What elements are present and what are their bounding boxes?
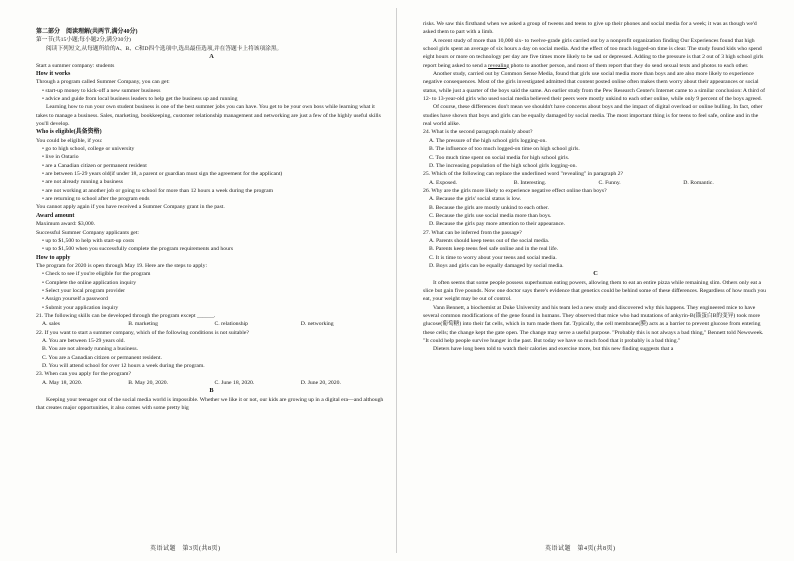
bullet-item: • are between 15-29 years old(if under 18, a parent or guardian must sign the agreement for the applicant) xyxy=(42,171,283,178)
option: D. networking xyxy=(300,321,334,328)
underlined-word: revealing xyxy=(488,62,510,69)
option: C. June 18, 2020. xyxy=(214,379,255,386)
option: A. Exposed. xyxy=(429,179,457,186)
option: A. Because the girls' social status is low. xyxy=(429,196,522,203)
bullet-item: • are a Canadian citizen or permanent resident xyxy=(42,162,147,169)
option: D. Because the girls pay more attention to their appearance. xyxy=(429,221,565,228)
option: C. Funny. xyxy=(598,179,621,186)
passage-a-title: A xyxy=(209,53,214,61)
bullet-item: • Assign yourself a password xyxy=(42,296,108,303)
bullet-item: • start-up money to kick-off a new summer business xyxy=(42,87,161,94)
right-page xyxy=(397,0,794,561)
question-24: 24. What is the second paragraph mainly about? xyxy=(423,129,533,136)
passage-b-paragraph: Another study, carried out by Common Sense Media, found that girls use social media more than boys and are also more likely to experience negative consequences. Most of the girls investigated admitted that content posted online often makes them worry about their appearances or social status, while just a quarter of the boys said the same. An earlier study from the Pew Research Center's Internet came to a similar conclusion: A third of 12- to 13-year-old girls who used social media believed their peers were mostly unkind to each other online, while only 9 percent of the boys agreed. xyxy=(423,71,766,103)
option: A. The pressure of the high school girls logging-on. xyxy=(429,137,547,144)
option: D. Romantic. xyxy=(683,179,714,186)
page-footer-right: 英语试题 第4页(共8页) xyxy=(545,546,616,552)
option: B. The influence of too much logged-on time on high school girls. xyxy=(429,146,580,153)
bullet-item: • are returning to school after the program ends xyxy=(42,196,150,203)
option: A. sales xyxy=(42,321,61,328)
bullet-item: • up to $1,500 to help with start-up costs xyxy=(42,237,135,244)
option: B. Interesting. xyxy=(513,179,547,186)
award-heading: Award amount xyxy=(36,212,75,219)
bullet-item: • are not working at another job or going to school for more than 12 hours a week during the program xyxy=(42,187,274,194)
option: D. June 20, 2020. xyxy=(300,379,341,386)
question-26: 26. Why are the girls more likely to experience negative effect online than boys? xyxy=(423,187,607,194)
passage-c-paragraph: Vann Bennett, a biochemist at Duke University and his team led a new study and discovered why this happens. They engineered mice to have several common modifications of the gene found in humans. They observed that mice who had mutations of ankyrin-B(锚蛋白B的变异) took more glucose(葡萄糖) into their fat cells, which in turn made them fat. Typically, the cell membrane(膜) acts as a barrier to prevent glucose from entering these cells; the change kept the gate open. The change may serve a useful purpose. "Probably this is not always a bad thing," Bennett told Newsweek. "It could help people survive hunger in the past. But today we have so much food that it probably is a bad thing." xyxy=(423,304,764,345)
passage-b-paragraph: A recent study of more than 10,000 six- to twelve-grade girls carried out by a nonprofit organization finding Our Experiences found that high school girls spent an average of six hours a day on social media. And the effect of too much logged-on time is clear. The study found kids who spend eight hours or more on technology per day are five times more likely to be sad or depressed. Adding to the pressure is that 2 out of 3 high school girls report being asked to send a revealing photo to another person, and most of them report that they do send sexual texts and photos to each other. xyxy=(423,37,764,69)
question-25: 25. Which of the following can replace the underlined word "revealing" in paragraph 2? xyxy=(423,171,624,178)
option: B. Parents keep teens feel safe online and in the real life. xyxy=(429,246,559,253)
award-text: Successful Summer Company applicants get: xyxy=(36,229,139,236)
bullet-item: • are not already running a business xyxy=(42,179,123,186)
option: C. Too much time spent on social media for high school girls. xyxy=(429,154,570,161)
award-max: Maximum award: $3,000. xyxy=(36,221,96,228)
passage-a-intro: Start a summer company: students xyxy=(36,62,115,69)
question-25-options xyxy=(423,179,768,187)
who-is-eligible-heading: Who is eligible(具备资格) xyxy=(36,129,102,136)
bullet-item: • go to high school, college or university xyxy=(42,146,135,153)
passage-b-title: B xyxy=(209,387,214,395)
bullet-item: • Select your local program provider xyxy=(42,288,126,295)
option: A. May 18, 2020. xyxy=(42,379,83,386)
instructions: 阅读下列短文,从每题所给的A、B、C和D四个选项中,选出最佳选项,并在答题卡上将该项涂黑。 xyxy=(46,45,283,52)
option: A. Parents should keep teens out of the social media. xyxy=(429,237,550,244)
option: D. The increasing population of the high school girls logging-on. xyxy=(429,162,577,169)
who-is-eligible-note: You cannot apply again if you have received a Summer Company grant in the past. xyxy=(36,204,225,211)
question-23: 23. When can you apply for the program? xyxy=(36,371,131,378)
how-to-apply-text: The program for 2020 is open through May 19. Here are the steps to apply: xyxy=(36,263,208,269)
passage-b-paragraph: Of course, these differences don't mean we shouldn't have concerns about boys and the impact of digital overload or online bulling. In fact, other studies have shown that boys and girls can be equally damaged by social media. The most important thing is for teens to feel safe, online and in the real world alike. xyxy=(423,104,763,128)
question-21-options xyxy=(36,320,387,328)
option: C. relationship xyxy=(214,321,248,328)
option: C. Because the girls use social media more than boys. xyxy=(429,212,552,219)
bullet-item: • Check to see if you're eligible for the program xyxy=(42,271,151,278)
how-it-works-paragraph: Learning how to run your own student business is one of the best summer jobs you can have. You get to be your own boss while learning what it takes to manage a business. Sales, marketing, bookkeeping, customer relationship management and networking are just a few of the highly useful skills you'll develop. xyxy=(36,104,381,127)
section-subheader: 第一节(共15小题;每小题2分,满分30分) xyxy=(36,37,131,44)
option: D. You will attend school for over 12 hours a week during the program. xyxy=(42,363,205,370)
passage-b-paragraph: risks. We saw this firsthand when we asked a group of tweens and teens to give up their phones and social media for a week; it was as though we'd asked them to part with a limb. xyxy=(423,21,757,36)
option: B. Because the girls are mostly unkind to each other. xyxy=(429,204,549,211)
question-23-options xyxy=(36,379,387,387)
passage-b-paragraph: Keeping your teenager out of the social media world is impossible. Whether we like it or not, our kids are growing up in a digital era—and although that creates major opportunities, it also comes with some pretty big xyxy=(36,396,384,411)
bullet-item: • Complete the online application inquiry xyxy=(42,279,137,286)
question-22: 22. If you want to start a summer company, which of the following conditions is not suitable? xyxy=(36,329,249,336)
question-21: 21. The following skills can be developed through the program except ______. xyxy=(36,313,216,320)
passage-c-title: C xyxy=(593,270,598,278)
bullet-item: • advice and guide from local business leaders to help get the business up and running xyxy=(42,95,238,102)
option: B. May 20, 2020. xyxy=(128,379,169,386)
how-to-apply-heading: How to apply xyxy=(36,254,71,261)
bullet-item: • live in Ontario xyxy=(42,154,79,161)
option: C. It is time to worry about your teens and social media. xyxy=(429,254,557,261)
question-27: 27. What can be inferred from the passage? xyxy=(423,229,522,236)
how-it-works-text: Through a program called Summer Company, you can get: xyxy=(36,79,170,86)
option: B. marketing xyxy=(128,321,158,328)
option: B. You are not already running a business. xyxy=(42,346,139,353)
passage-c-paragraph: It often seems that some people possess superhuman eating powers, allowing them to eat an entire pizza while remaining slim. Others only eat a slice but gain five pounds. Now one doctor says there's evidence that genetics could be behind some of these differences. Regardless of how much you eat, your weight may be out of control. xyxy=(423,279,767,303)
bullet-item: • up to $1,500 when you successfully complete the program requirements and hours xyxy=(42,246,234,253)
bullet-item: • Submit your application inquiry xyxy=(42,304,119,311)
option: D. Boys and girls can be equally damaged by social media. xyxy=(429,262,564,269)
how-it-works-heading: How it works xyxy=(36,70,71,77)
page-footer-left: 英语试题 第3页(共8页) xyxy=(150,546,221,552)
option: C. You are a Canadian citizen or permanent resident. xyxy=(42,354,162,361)
option: A. You are between 15-29 years old. xyxy=(42,338,125,345)
passage-c-paragraph: Dieters have long been told to watch their calories and exercise more, but this new finding suggests that a xyxy=(433,346,674,353)
section-header: 第二部分 阅读理解(共两节,满分40分) xyxy=(36,29,138,35)
who-is-eligible-text: You could be eligible, if you: xyxy=(36,137,103,144)
